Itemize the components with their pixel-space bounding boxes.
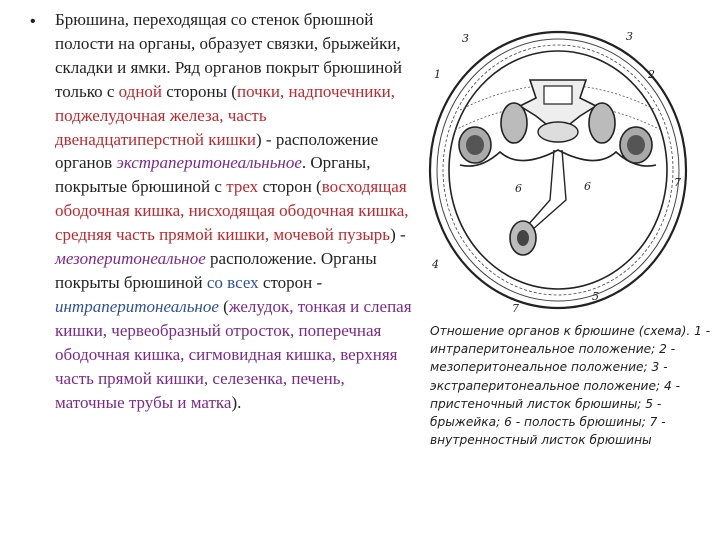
figure-caption: Отношение органов к брюшине (схема). 1 - интраперитонеальное положение; 2 - мезоперитонеальное положение; 3 - экстраперитонеальное положение; 4 - пристеночный листок брюшины; 5 - брыжейка; 6 - полость брюшины; 7 - внутренностный листок брюшины (430, 324, 711, 448)
text-segment: . Органы, покрытые брюшиной с (55, 153, 371, 197)
text-segment: сторон - (258, 272, 323, 292)
figure-label: 3 (462, 32, 469, 45)
figure-label: 6 (515, 182, 522, 195)
figure-label: 4 (432, 258, 439, 271)
text-segment: ) - (390, 225, 406, 245)
term-extraperitoneal: экстраперитонеальньное (116, 153, 302, 173)
text-highlight-extraperitoneal-organs: почки, надпочечники, поджелудочная железа, часть двенадцатиперстной кишки (55, 81, 396, 149)
text-highlight-mesoperitoneal-organs: восходящая ободочная кишка, нисходящая ободочная кишка, средняя часть прямой кишки, мочевой пузырь (55, 177, 409, 245)
bullet-point: • (30, 13, 36, 30)
text-segment: ) - расположение органов (55, 129, 379, 173)
figure-label: 3 (626, 30, 633, 43)
text-segment: стороны ( (162, 81, 237, 101)
peritoneum-diagram (420, 20, 700, 320)
figure-label: 1 (434, 68, 441, 81)
text-segment: ( (218, 296, 229, 316)
figure-label: 2 (648, 68, 655, 81)
text-highlight-three-sides: трех (226, 177, 259, 197)
term-intraperitoneal: интраперитонеальное (55, 296, 219, 316)
text-segment: расположение. Органы покрыты брюшиной (55, 249, 377, 292)
text-highlight-intraperitoneal-organs: желудок, тонкая и слепая кишки, червеобразный отросток, поперечная ободочная кишка, сигмовидная кишка, верхняя часть прямой кишки, селезенка, печень, маточные трубы и матка (55, 296, 412, 412)
figure-label: 6 (584, 180, 591, 193)
body-text (55, 8, 415, 414)
text-segment: ). (231, 392, 242, 412)
term-mesoperitoneal: мезоперитонеальное (55, 249, 206, 269)
text-highlight-all-sides: со всех (206, 272, 259, 292)
text-segment: сторон ( (258, 177, 322, 197)
figure-label: 7 (674, 176, 681, 189)
text-segment: Брюшина, переходящая со стенок брюшной полости на органы, образует связки, брыжейки, складки и ямки. Ряд органов покрыт брюшиной только с (55, 10, 402, 101)
figure-label: 5 (592, 290, 599, 303)
text-highlight-one-side: одной (118, 81, 163, 101)
figure-label: 7 (512, 302, 519, 315)
